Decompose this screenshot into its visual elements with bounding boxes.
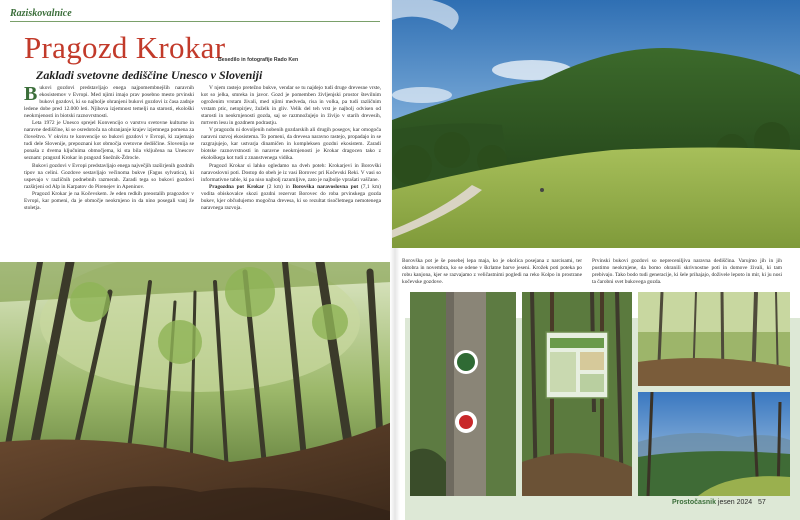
left-page xyxy=(0,0,392,520)
section-label: Raziskovalnice xyxy=(10,8,72,19)
paragraph: V njem rastejo pretežno bukve, vendar se tu najdejo tudi druge drevesne vrste, kot so jelka, smreka in javor. Gozd je pomemben življenjski prostor številnim ogroženim vrstam živali, med njimi medveda, risa in volka, pa tudi različnim vrstam ptic, netopirjev, žuželk in gliv. Velik del teh vrst je najbolj odvisen od starosti in neokrnjenosti gozda, saj se razmnožujejo in živijo v starih drevesih, mrtvem lesu in gozdnem podrastju. xyxy=(201,85,381,127)
landscape-photo xyxy=(392,0,800,248)
bold-term: Pragozdna pot Krokar xyxy=(209,183,265,190)
byline: Besedilo in fotografije Rado Ken xyxy=(218,57,299,63)
forest-photo-large xyxy=(0,262,392,520)
paragraph-text: (7,1 km) vodita obiskovalce skozi gozdni rezervat Borovec do roba prvinskega gozda bukev, kjer občudujemo mogočna drevesa, ki so rezultat tisočletnega nemotenega naravnega razvoja. xyxy=(201,183,381,211)
article-title: Pragozd Krokar xyxy=(24,30,226,65)
valley-view-photo xyxy=(638,392,790,496)
page-footer xyxy=(672,499,766,506)
bold-term: Borovška naravoslovna pot xyxy=(292,183,359,190)
info-board-photo xyxy=(522,292,632,496)
text-column-2 xyxy=(201,85,381,257)
paragraph: V pragozdu ni dovoljenih nobenih gozdarskih ali drugih posegov, kar omogoča naravni razvoj ekosistema. To pomeni, da drevesa naravno rastejo, propadajo in se razgrajujejo, kar ustvarja dinamičen in kompleksen gozdni ekosistem. Zaradi biotske raznovrstnosti in naravne neokrnjenosti je Krokar dragocen tako z ekološkega kot tudi z znanstvenega vidika. xyxy=(201,127,381,162)
trail-marker-photo xyxy=(410,292,516,496)
paragraph-text: (2 km) in xyxy=(266,183,290,190)
forest-slope-photo xyxy=(638,292,790,386)
text-column-3: Borovška pot je še posebej lepa maja, ko je okolica posejana z narcisami, ter oktobra in novembra, ko se odene v škrlatne barve jeseni. Krožek poti poteka po robu kanjona, kjer se razvajamo z veličastnimi pogledi na reko Kolpo in prostrane kočevske gozdove. xyxy=(402,258,582,286)
paragraph-text: ukovi gozdovi predstavljajo enega najpomembnejših naravnih ekosistemov v Evropi. Med njimi imajo prav posebno mesto prvinski bukovi gozdovi, ki so najbolje ohranjeni bukovi gozdovi iz časa zadnje ledene dobe pred 12.000 leti. Njihova izjemnost temelji na starosti, ekološki neokrnjenosti in biotski raznovrstnosti. xyxy=(24,85,194,120)
section-rule xyxy=(10,21,380,22)
paragraph: Pragozd Krokar si lahko ogledamo na dveh poteh: Krokarjevi in Borovški naravoslovni poti. Dostop do obeh je iz vasi Borovec pri Kočevski Reki. V vasi so informativne table, ki pa niso najbolj razumljive, zato je najbolje vprašati vaščane. xyxy=(201,162,381,183)
page-number: 57 xyxy=(758,499,766,506)
paragraph: Pragozd Krokar je na Kočevskem. Je eden redkih preostalih pragozdov v Evropi, kar pomeni, da je območje neokrnjeno in da nino posegali vanj že stoletja. xyxy=(24,190,194,211)
paragraph xyxy=(201,184,381,212)
paragraph: Bukovi gozdovi v Evropi predstavljajo enega največjih razširjenih gozdnih tipov na celini. Gozdove sestavljajo večinoma bukve (Fagus sylvatica), ki uspevajo v različnih podnebnih razmerah. Zaradi tega so bukovi gozdovi razširjeni od Alp in Karpatov do Pirenejev in Apeninov. xyxy=(24,162,194,190)
paragraph: Leta 1972 je Unesco sprejel Konvencijo o varstvu svetovne kulturne in naravne dediščine, ki se osredotoča na ohranjanje krajev izjemnega pomena za človeštvo. V okviru te konvencije so bukovi gozdovi v Evropi, ki zajemajo tudi dele Slovenije, prepoznani kot območja svetovne dediščine. Slovenija se ponaša z dvema ključnima območjema, ki sta bila vključena na Unescov seznam: pragozd Krokar in pragozd Snežnik-Ždrocle. xyxy=(24,120,194,162)
text-column-1 xyxy=(24,85,194,257)
paragraph xyxy=(24,85,194,120)
drop-cap: B xyxy=(24,85,38,105)
text-column-4: Prvinski bukovi gozdovi so nepreceniljiva naravna dediščina. Varujmo jih in jih pustimo neokrnjene, da bomo ohranili skrivnostne poti in domove živali, ki tam prebivajo. Tako bodo tudi generacije, ki šele prihajajo, doživele lepoto in mir, ki ju nosi ta čarobni svet bukovega gozda. xyxy=(592,258,782,286)
article-subtitle: Zakladi svetovne dediščine Unesco v Sloveniji xyxy=(36,68,263,82)
issue-label: jesen 2024 xyxy=(717,499,753,506)
magazine-name: Prostočasnik xyxy=(672,499,716,506)
